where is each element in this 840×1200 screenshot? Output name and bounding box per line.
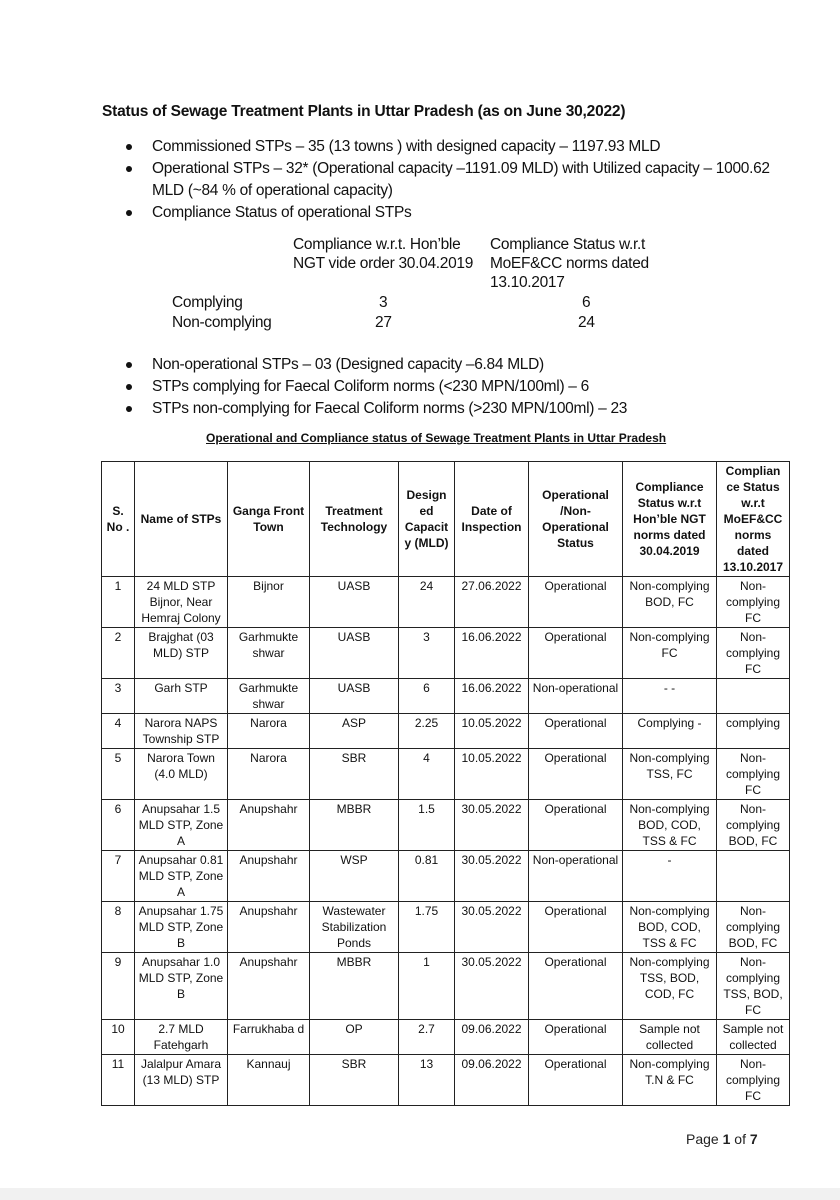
cell-ngt-compliance: Non-complying BOD, COD, TSS & FC bbox=[623, 800, 717, 851]
cell-technology: UASB bbox=[310, 628, 399, 679]
table-row bbox=[102, 679, 790, 714]
cell-ngt-compliance: Non-complying FC bbox=[623, 628, 717, 679]
cell-name: Anupsahar 0.81 MLD STP, Zone A bbox=[135, 851, 228, 902]
cell-status: Operational bbox=[529, 1055, 623, 1106]
cell-town: Anupshahr bbox=[228, 800, 310, 851]
cell-status: Operational bbox=[529, 902, 623, 953]
cell-ngt-compliance: Non-complying TSS, FC bbox=[623, 749, 717, 800]
header-name: Name of STPs bbox=[135, 462, 228, 577]
cell-town: Farrukhaba d bbox=[228, 1020, 310, 1055]
cell-name: Narora NAPS Township STP bbox=[135, 714, 228, 749]
cell-town: Garhmukte shwar bbox=[228, 679, 310, 714]
footer-of-word: of bbox=[734, 1131, 746, 1147]
cell-date: 16.06.2022 bbox=[455, 628, 529, 679]
header-town: Ganga Front Town bbox=[228, 462, 310, 577]
cell-date: 09.06.2022 bbox=[455, 1020, 529, 1055]
cell-sno: 8 bbox=[102, 902, 135, 953]
cell-name: Anupsahar 1.75 MLD STP, Zone B bbox=[135, 902, 228, 953]
cell-sno: 4 bbox=[102, 714, 135, 749]
cell-town: Kannauj bbox=[228, 1055, 310, 1106]
cell-date: 10.05.2022 bbox=[455, 749, 529, 800]
cell-technology: MBBR bbox=[310, 953, 399, 1020]
header-date: Date of Inspection bbox=[455, 462, 529, 577]
cell-status: Operational bbox=[529, 800, 623, 851]
cell-moef-compliance: Non-complying TSS, BOD, FC bbox=[717, 953, 790, 1020]
cell-status: Non-operational bbox=[529, 851, 623, 902]
document-title: Status of Sewage Treatment Plants in Uttar Pradesh (as on June 30,2022) bbox=[102, 103, 626, 120]
cell-technology: SBR bbox=[310, 1055, 399, 1106]
cell-town: Narora bbox=[228, 714, 310, 749]
cell-town: Garhmukte shwar bbox=[228, 628, 310, 679]
cell-name: Jalalpur Amara (13 MLD) STP bbox=[135, 1055, 228, 1106]
cell-ngt-compliance: Sample not collected bbox=[623, 1020, 717, 1055]
cell-capacity: 13 bbox=[399, 1055, 455, 1106]
cell-technology: UASB bbox=[310, 679, 399, 714]
table-row bbox=[102, 1020, 790, 1055]
table-row bbox=[102, 628, 790, 679]
cell-name: Brajghat (03 MLD) STP bbox=[135, 628, 228, 679]
cell-sno: 5 bbox=[102, 749, 135, 800]
cell-ngt-compliance: Non-complying BOD, FC bbox=[623, 577, 717, 628]
footer-page-total: 7 bbox=[749, 1131, 758, 1147]
summary-ngt-header-1: Compliance w.r.t. Hon’ble bbox=[293, 236, 461, 253]
cell-capacity: 24 bbox=[399, 577, 455, 628]
summary-moef-header-1: Compliance Status w.r.t bbox=[490, 236, 646, 253]
cell-ngt-compliance: Non-complying T.N & FC bbox=[623, 1055, 717, 1106]
cell-date: 27.06.2022 bbox=[455, 577, 529, 628]
bullet-fc-complying: STPs complying for Faecal Coliform norms (<230 MPN/100ml) – 6 bbox=[126, 376, 766, 398]
bullet-non-operational: Non-operational STPs – 03 (Designed capacity –6.84 MLD) bbox=[126, 354, 766, 376]
cell-capacity: 0.81 bbox=[399, 851, 455, 902]
bullet-commissioned-stps: Commissioned STPs – 35 (13 towns ) with designed capacity – 1197.93 MLD bbox=[126, 136, 766, 158]
cell-sno: 1 bbox=[102, 577, 135, 628]
cell-capacity: 3 bbox=[399, 628, 455, 679]
cell-sno: 2 bbox=[102, 628, 135, 679]
cell-technology: OP bbox=[310, 1020, 399, 1055]
table-row bbox=[102, 851, 790, 902]
cell-ngt-compliance: Non-complying TSS, BOD, COD, FC bbox=[623, 953, 717, 1020]
cell-moef-compliance bbox=[717, 851, 790, 902]
cell-town: Anupshahr bbox=[228, 902, 310, 953]
cell-name: Anupsahar 1.5 MLD STP, Zone A bbox=[135, 800, 228, 851]
cell-date: 30.05.2022 bbox=[455, 800, 529, 851]
cell-ngt-compliance: - bbox=[623, 851, 717, 902]
cell-ngt-compliance: Non-complying BOD, COD, TSS & FC bbox=[623, 902, 717, 953]
cell-status: Operational bbox=[529, 714, 623, 749]
bullet-fc-noncomplying: STPs non-complying for Faecal Coliform norms (>230 MPN/100ml) – 23 bbox=[126, 398, 766, 420]
cell-status: Operational bbox=[529, 1020, 623, 1055]
header-capacity: Design ed Capacit y (MLD) bbox=[399, 462, 455, 577]
cell-capacity: 2.25 bbox=[399, 714, 455, 749]
cell-moef-compliance: Non-complying FC bbox=[717, 749, 790, 800]
table-row bbox=[102, 714, 790, 749]
cell-moef-compliance: complying bbox=[717, 714, 790, 749]
cell-capacity: 6 bbox=[399, 679, 455, 714]
cell-technology: MBBR bbox=[310, 800, 399, 851]
header-status: Operational /Non-Operational Status bbox=[529, 462, 623, 577]
summary-moef-header-3: 13.10.2017 bbox=[490, 274, 565, 291]
cell-date: 30.05.2022 bbox=[455, 902, 529, 953]
header-technology: Treatment Technology bbox=[310, 462, 399, 577]
table-title: Operational and Compliance status of Sewage Treatment Plants in Uttar Pradesh bbox=[206, 431, 667, 445]
top-bullet-list bbox=[126, 136, 770, 224]
cell-town: Anupshahr bbox=[228, 851, 310, 902]
bullet-compliance-status: Compliance Status of operational STPs bbox=[126, 202, 766, 224]
cell-ngt-compliance: Complying - bbox=[623, 714, 717, 749]
cell-town: Anupshahr bbox=[228, 953, 310, 1020]
summary-noncomplying-moef: 24 bbox=[578, 314, 595, 331]
cell-technology: ASP bbox=[310, 714, 399, 749]
footer-page-number: 1 bbox=[722, 1131, 731, 1147]
summary-complying-moef: 6 bbox=[582, 294, 591, 311]
viewer-bottom-bar bbox=[0, 1188, 840, 1200]
cell-name: 24 MLD STP Bijnor, Near Hemraj Colony bbox=[135, 577, 228, 628]
header-sno: S. No . bbox=[102, 462, 135, 577]
bottom-bullet-list bbox=[126, 354, 766, 420]
bullet-operational-stps: Operational STPs – 32* (Operational capacity –1191.09 MLD) with Utilized capacity – 1000.62 MLD (~84 % of operational capacity) bbox=[126, 158, 772, 202]
cell-status: Operational bbox=[529, 953, 623, 1020]
cell-name: Narora Town (4.0 MLD) bbox=[135, 749, 228, 800]
cell-date: 10.05.2022 bbox=[455, 714, 529, 749]
header-moef-compliance: Complian ce Status w.r.t MoEF&CC norms dated 13.10.2017 bbox=[717, 462, 790, 577]
table-row bbox=[102, 1055, 790, 1106]
cell-date: 09.06.2022 bbox=[455, 1055, 529, 1106]
cell-technology: WSP bbox=[310, 851, 399, 902]
table-row bbox=[102, 800, 790, 851]
table-row bbox=[102, 953, 790, 1020]
table-header-row bbox=[102, 462, 790, 577]
cell-name: 2.7 MLD Fatehgarh bbox=[135, 1020, 228, 1055]
cell-status: Operational bbox=[529, 577, 623, 628]
stp-status-table bbox=[101, 461, 790, 1106]
cell-date: 30.05.2022 bbox=[455, 953, 529, 1020]
page-footer bbox=[686, 1131, 758, 1147]
table-row bbox=[102, 577, 790, 628]
summary-noncomplying-ngt: 27 bbox=[375, 314, 392, 331]
cell-sno: 9 bbox=[102, 953, 135, 1020]
cell-moef-compliance: Non-complying BOD, FC bbox=[717, 800, 790, 851]
cell-ngt-compliance: - - bbox=[623, 679, 717, 714]
cell-sno: 6 bbox=[102, 800, 135, 851]
cell-sno: 11 bbox=[102, 1055, 135, 1106]
cell-town: Bijnor bbox=[228, 577, 310, 628]
cell-technology: SBR bbox=[310, 749, 399, 800]
cell-status: Operational bbox=[529, 749, 623, 800]
cell-capacity: 2.7 bbox=[399, 1020, 455, 1055]
table-row bbox=[102, 749, 790, 800]
summary-complying-ngt: 3 bbox=[379, 294, 388, 311]
summary-complying-label: Complying bbox=[172, 294, 243, 311]
cell-moef-compliance: Non-complying FC bbox=[717, 628, 790, 679]
cell-capacity: 1.75 bbox=[399, 902, 455, 953]
cell-moef-compliance bbox=[717, 679, 790, 714]
cell-sno: 10 bbox=[102, 1020, 135, 1055]
cell-capacity: 4 bbox=[399, 749, 455, 800]
table-body bbox=[102, 577, 790, 1106]
cell-moef-compliance: Sample not collected bbox=[717, 1020, 790, 1055]
cell-moef-compliance: Non-complying FC bbox=[717, 1055, 790, 1106]
cell-status: Operational bbox=[529, 628, 623, 679]
cell-moef-compliance: Non-complying BOD, FC bbox=[717, 902, 790, 953]
cell-sno: 3 bbox=[102, 679, 135, 714]
cell-technology: Wastewater Stabilization Ponds bbox=[310, 902, 399, 953]
cell-technology: UASB bbox=[310, 577, 399, 628]
footer-page-word: Page bbox=[686, 1131, 719, 1147]
cell-name: Garh STP bbox=[135, 679, 228, 714]
cell-capacity: 1.5 bbox=[399, 800, 455, 851]
cell-status: Non-operational bbox=[529, 679, 623, 714]
cell-name: Anupsahar 1.0 MLD STP, Zone B bbox=[135, 953, 228, 1020]
summary-ngt-header-2: NGT vide order 30.04.2019 bbox=[293, 255, 474, 272]
header-ngt-compliance: Compliance Status w.r.t Hon’ble NGT norms dated 30.04.2019 bbox=[623, 462, 717, 577]
cell-moef-compliance: Non-complying FC bbox=[717, 577, 790, 628]
cell-sno: 7 bbox=[102, 851, 135, 902]
cell-capacity: 1 bbox=[399, 953, 455, 1020]
cell-date: 30.05.2022 bbox=[455, 851, 529, 902]
cell-date: 16.06.2022 bbox=[455, 679, 529, 714]
summary-noncomplying-label: Non-complying bbox=[172, 314, 272, 331]
summary-moef-header-2: MoEF&CC norms dated bbox=[490, 255, 649, 272]
cell-town: Narora bbox=[228, 749, 310, 800]
table-row bbox=[102, 902, 790, 953]
